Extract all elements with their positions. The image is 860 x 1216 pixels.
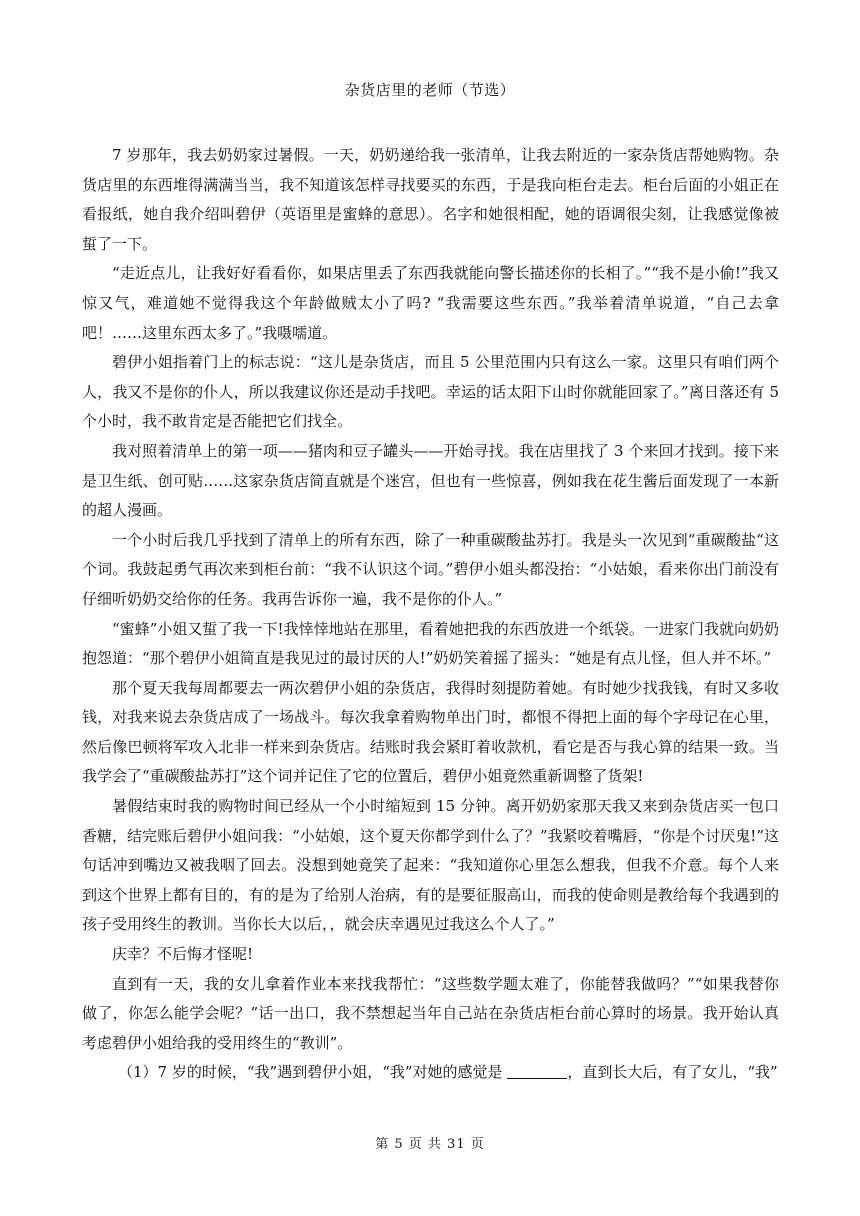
paragraph: 直到有一天，我的女儿拿着作业本来找我帮忙：“这些数学题太难了，你能替我做吗？”“如果我替你做了，你怎么能学会呢？”话一出口，我不禁想起当年自己站在杂货店柜台前心算时的场景。我开始认真考虑碧伊小姐给我的受用终生的“教训”。 xyxy=(82,974,779,1052)
paragraph: “蜜蜂”小姐又蜇了我一下!我悻悻地站在那里，看着她把我的东西放进一个纸袋。一进家门我就向奶奶抱怨道：“那个碧伊小姐简直是我见过的最讨厌的人!”奶奶笑着摇了摇头：“她是有点儿怪，但人并不坏。” xyxy=(82,619,779,668)
question-text: （1）7 岁的时候，“我”遇到碧伊小姐，“我”对她的感觉是 xyxy=(118,1063,503,1082)
paragraph: 一个小时后我几乎找到了清单上的所有东西，除了一种重碳酸盐苏打。我是头一次见到“重碳酸盐“这个词。我鼓起勇气再次来到柜台前：“我不认识这个词。”碧伊小姐头都没抬：“小姑娘，看来你出门前没有仔细听奶奶交给你的任务。我再告诉你一遍，我不是你的仆人。” xyxy=(82,530,779,608)
article-body xyxy=(82,141,779,1088)
paragraph: “走近点儿，让我好好看看你，如果店里丢了东西我就能向警长描述你的长相了。”“我不是小偷!”我又惊又气，难道她不觉得我这个年龄做贼太小了吗? “我需要这些东西。”我举着清单说道，“自己去拿吧！……这里东西太多了。”我嗫嚅道。 xyxy=(82,264,779,342)
answer-blank xyxy=(507,1077,567,1079)
page-number-footer: 第 5 页 共 31 页 xyxy=(375,1137,485,1152)
paragraph: 7 岁那年，我去奶奶家过暑假。一天，奶奶递给我一张清单，让我去附近的一家杂货店帮她购物。杂货店里的东西堆得满满当当，我不知道该怎样寻找要买的东西，于是我向柜台走去。柜台后面的小姐正在看报纸，她自我介绍叫碧伊（英语里是蜜蜂的意思）。名字和她很相配，她的语调很尖刻，让我感觉像被蜇了一下。 xyxy=(82,146,779,253)
question-text-continued: ，直到长大后，有了女儿，“我” xyxy=(567,1063,778,1082)
question-1 xyxy=(82,1058,779,1088)
paragraph: 我对照着清单上的第一项——猪肉和豆子罐头——开始寻找。我在店里找了 3 个来回才找到。接下来是卫生纸、创可贴……这家杂货店简直就是个迷宫，但也有一些惊喜，例如我在花生酱后面发现了一本新的超人漫画。 xyxy=(82,441,779,520)
article-title: 杂货店里的老师（节选） xyxy=(344,81,516,99)
paragraph: 暑假结束时我的购物时间已经从一个小时缩短到 15 分钟。离开奶奶家那天我又来到杂货店买一包口香糖，结完账后碧伊小姐问我：“小姑娘，这个夏天你都学到什么了？”我紧咬着嘴唇，“你是个讨厌鬼!”这句话冲到嘴边又被我咽了回去。没想到她竟笑了起来：“我知道你心里怎么想我，但我不介意。每个人来到这个世界上都有目的，有的是为了给别人治病，有的是要征服高山，而我的使命则是教给每个我遇到的孩子受用终生的教训。当你长大以后，，就会庆幸遇见过我这么个人了。” xyxy=(82,797,779,934)
paragraph: 碧伊小姐指着门上的标志说：“这儿是杂货店，而且 5 公里范围内只有这么一家。这里只有咱们两个人，我又不是你的仆人，所以我建议你还是动手找吧。幸运的话太阳下山时你就能回家了。”离日落还有 5 个小时，我不敢肯定是否能把它们找全。 xyxy=(82,353,779,431)
paragraph: 那个夏天我每周都要去一两次碧伊小姐的杂货店，我得时刻提防着她。有时她少找我钱，有时又多收钱，对我来说去杂货店成了一场战斗。每次我拿着购物单出门时，都恨不得把上面的每个字母记在心里，然后像巴顿将军攻入北非一样来到杂货店。结账时我会紧盯着收款机，看它是否与我心算的结果一致。当我学会了“重碳酸盐苏打”这个词并记住了它的位置后，碧伊小姐竟然重新调整了货架! xyxy=(82,678,779,786)
paragraph: 庆幸？不后悔才怪呢! xyxy=(112,945,254,964)
